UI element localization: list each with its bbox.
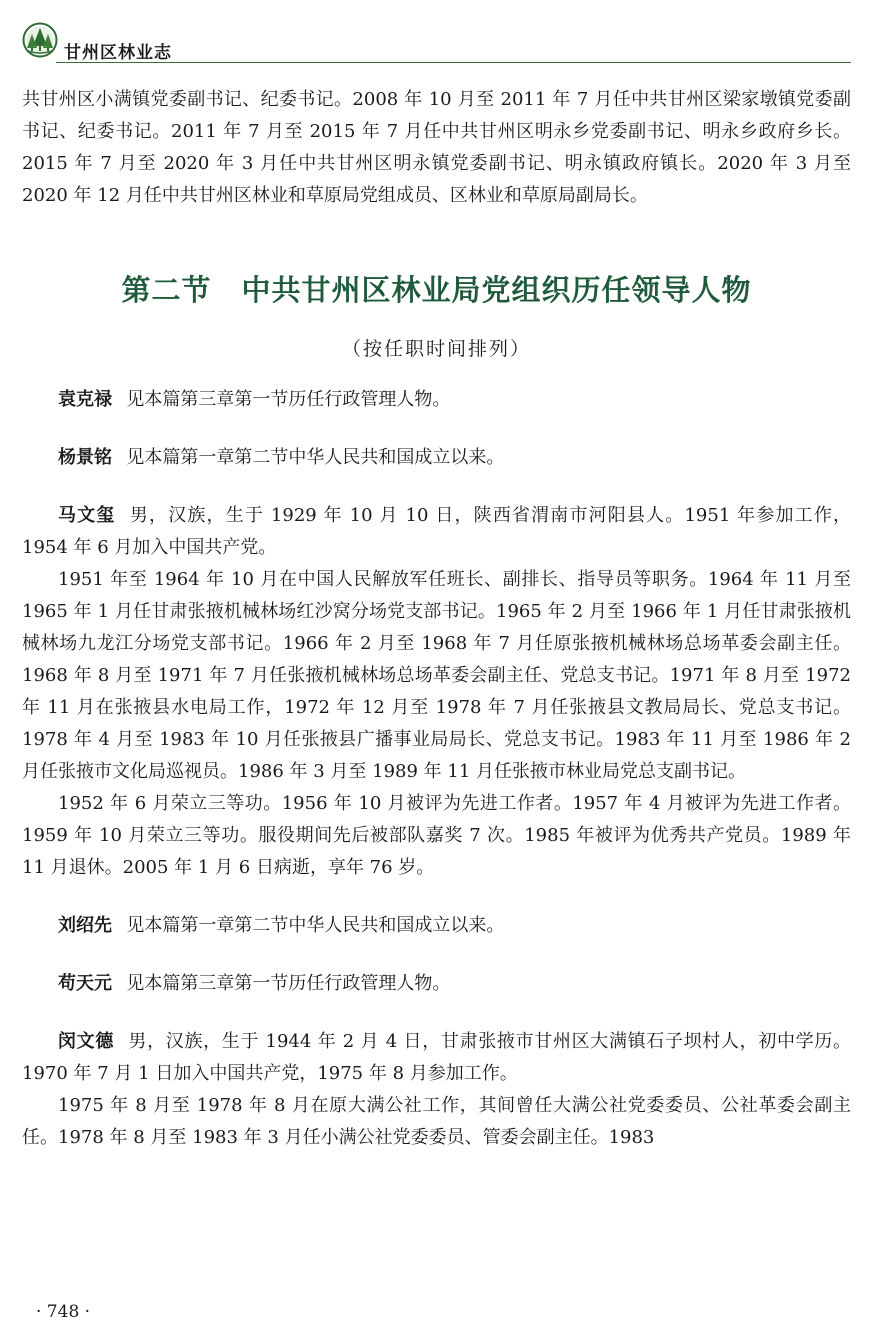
entry-paragraph	[22, 1026, 851, 1090]
entry-text: 见本篇第一章第二节中华人民共和国成立以来。	[126, 915, 505, 936]
entry-text: 男，汉族，生于 1929 年 10 月 10 日，陕西省渭南市河阳县人。1951 年参加工作，1954 年 6 月加入中国共产党。	[22, 505, 851, 558]
biography-entry	[22, 384, 851, 416]
biography-entry	[22, 500, 851, 884]
biography-entry	[22, 968, 851, 1000]
person-name: 闵文德	[58, 1031, 115, 1052]
biography-entry	[22, 442, 851, 474]
entry-paragraph	[22, 384, 851, 416]
section-title: 第二节 中共甘州区林业局党组织历任领导人物	[121, 273, 752, 307]
page-number: · 748 ·	[36, 1302, 91, 1322]
person-name: 刘绍先	[58, 915, 112, 936]
person-name: 马文玺	[58, 505, 116, 526]
entry-paragraph: 1952 年 6 月荣立三等功。1956 年 10 月被评为先进工作者。1957 年 4 月被评为先进工作者。1959 年 10 月荣立三等功。服役期间先后被部队嘉奖 7 次。1985 年被评为优秀共产党员。1989 年 11 月退休。2005 年 1 月 6 日病逝，享年 76 岁。	[22, 793, 851, 878]
forest-logo-icon	[22, 22, 58, 58]
section-subtitle: （按任职时间排列）	[341, 338, 531, 360]
entry-paragraph	[22, 442, 851, 474]
person-name: 袁克禄	[58, 389, 112, 410]
entry-text: 见本篇第一章第二节中华人民共和国成立以来。	[126, 447, 505, 468]
entry-text: 男，汉族，生于 1944 年 2 月 4 日，甘肃张掖市甘州区大满镇石子坝村人，初中学历。1970 年 7 月 1 日加入中国共产党，1975 年 8 月参加工作。	[22, 1031, 852, 1084]
page-header	[20, 22, 851, 64]
entry-paragraph: 1951 年至 1964 年 10 月在中国人民解放军任班长、副排长、指导员等职务。1964 年 11 月至 1965 年 1 月任甘肃张掖机械林场红沙窝分场党支部书记。1965 年 2 月至 1966 年 1 月任甘肃张掖机械林场九龙江分场党支部书记。1966 年 2 月至 1968 年 7 月任原张掖机械林场总场革委会副主任。1968 年 8 月至 1971 年 7 月任张掖机械林场总场革委会副主任、党总支书记。1971 年 8 月至 1972 年 11 月在张掖县水电局工作，1972 年 12 月至 1978 年 7 月任张掖县文教局局长、党总支书记。1978 年 4 月至 1983 年 10 月任张掖县广播事业局局长、党总支书记。1983 年 11 月至 1986 年 2 月任张掖市文化局巡视员。1986 年 3 月至 1989 年 11 月任张掖市林业局党总支副书记。	[22, 569, 851, 782]
header-divider	[56, 62, 851, 63]
biography-entry	[22, 1026, 851, 1154]
entry-paragraph: 1975 年 8 月至 1978 年 8 月在原大满公社工作，其间曾任大满公社党委委员、公社革委会副主任。1978 年 8 月至 1983 年 3 月任小满公社党委委员、管委会副主任。1983	[22, 1095, 851, 1148]
entry-paragraph	[22, 968, 851, 1000]
intro-paragraph: 共甘州区小满镇党委副书记、纪委书记。2008 年 10 月至 2011 年 7 月任中共甘州区梁家墩镇党委副书记、纪委书记。2011 年 7 月至 2015 年 7 月任中共甘州区明永乡党委副书记、明永乡政府乡长。2015 年 7 月至 2020 年 3 月任中共甘州区明永镇党委副书记、明永镇政府镇长。2020 年 3 月至 2020 年 12 月任中共甘州区林业和草原局党组成员、区林业和草原局副局长。	[22, 89, 851, 206]
person-name: 苟天元	[58, 973, 112, 994]
entry-paragraph	[22, 500, 851, 564]
entry-paragraph	[22, 910, 851, 942]
page-content	[22, 84, 851, 1154]
biography-entry	[22, 910, 851, 942]
header-title: 甘州区林业志	[64, 43, 172, 63]
entry-text: 见本篇第三章第一节历任行政管理人物。	[126, 973, 451, 994]
person-name: 杨景铭	[58, 447, 112, 468]
entry-text: 见本篇第三章第一节历任行政管理人物。	[126, 389, 451, 410]
